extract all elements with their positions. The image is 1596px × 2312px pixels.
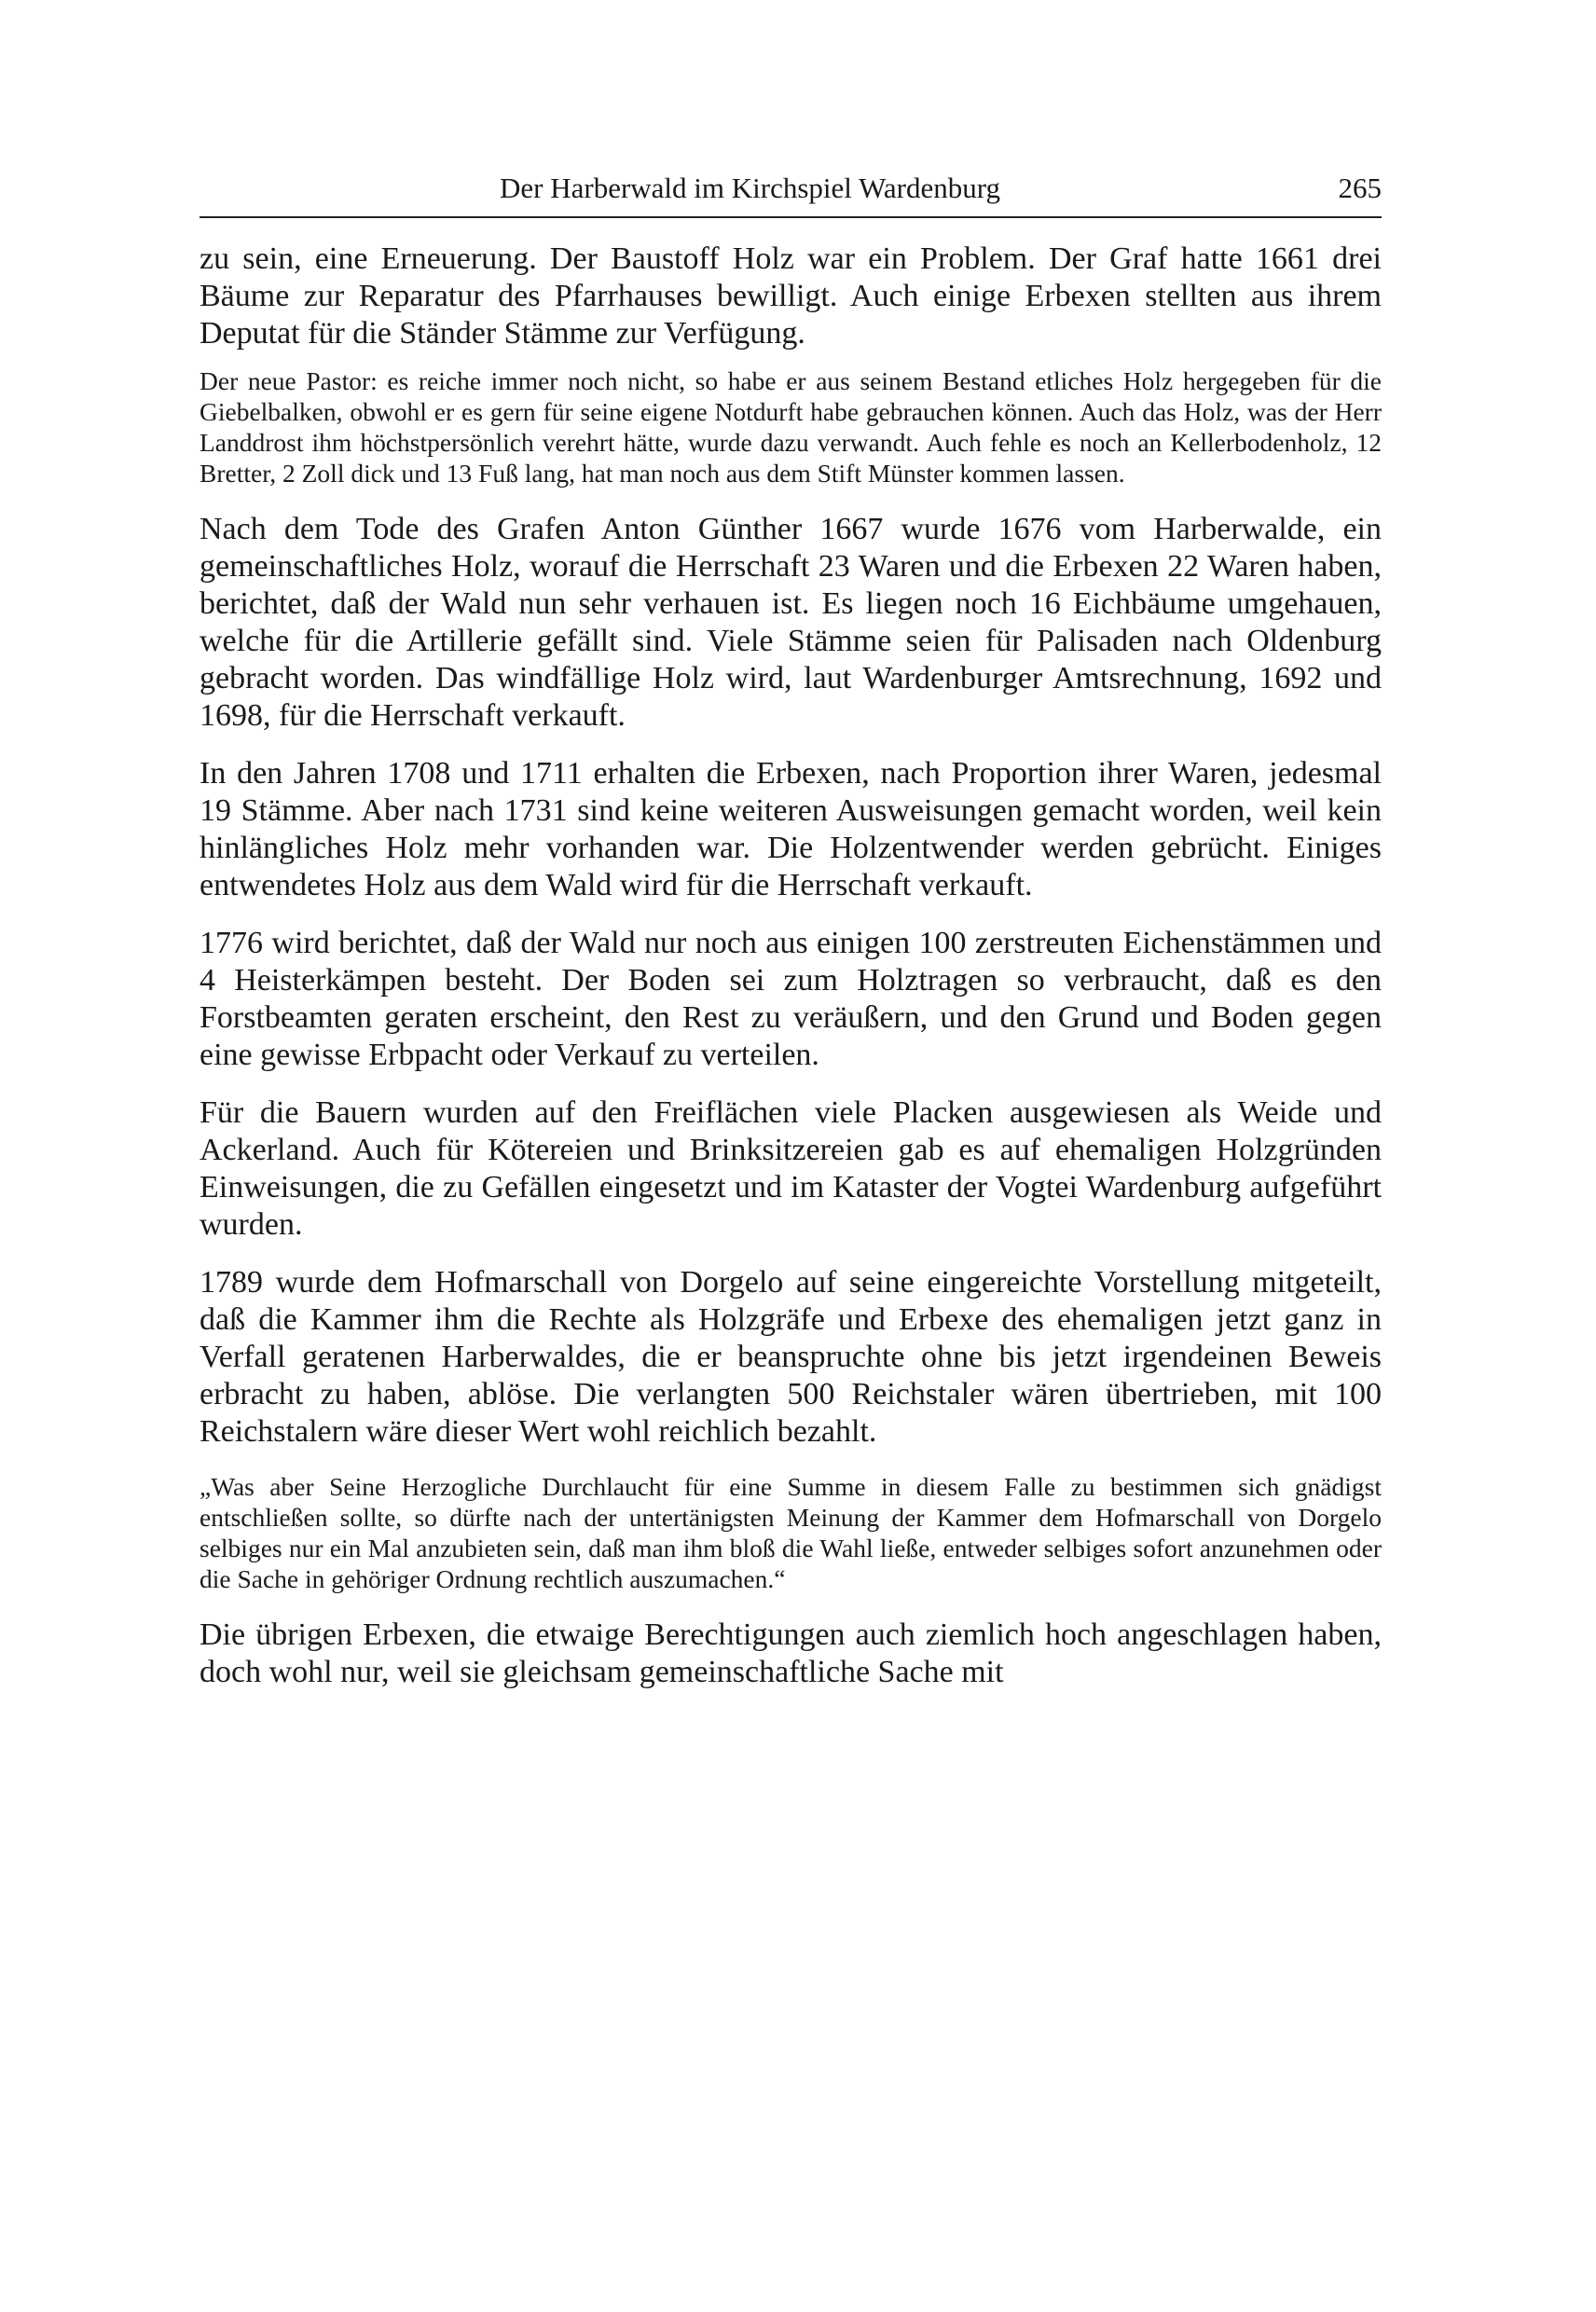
- paragraph-1776: 1776 wird berichtet, daß der Wald nur noch aus einigen 100 zerstreuten Eichenstämmen und 4 Heisterkämpen besteht. Der Boden sei zum Holztragen so verbraucht, daß es den Forstbeamten geraten erscheint, den Rest zu veräußern, und den Grund und Boden gegen eine gewisse Erbpacht oder Verkauf zu verteilen.: [200, 926, 1382, 1072]
- block-quote-pastor: Der neue Pastor: es reiche immer noch nicht, so habe er aus seinem Bestand etliches Holz hergegeben für die Giebelbalken, obwohl er es gern für seine eigene Notdurft habe gebrauchen können. Auch das Holz, was der Herr Landdrost ihm höchstpersönlich verehrt hätte, wurde dazu verwandt. Auch fehle es noch an Kellerbodenholz, 12 Bretter, 2 Zoll dick und 13 Fuß lang, hat man noch aus dem Stift Münster kommen lassen.: [200, 366, 1382, 488]
- paragraph-1708-1711: In den Jahren 1708 und 1711 erhalten die Erbexen, nach Proportion ihrer Waren, jedesmal 19 Stämme. Aber nach 1731 sind keine weiteren Ausweisungen gemacht worden, weil kein hinlängliches Holz mehr vorhanden war. Die Holzentwender werden gebrücht. Einiges entwendetes Holz aus dem Wald wird für die Herrschaft verkauft.: [200, 756, 1382, 902]
- page-body: [200, 241, 1382, 1691]
- page-number: 265: [1338, 172, 1382, 204]
- book-page: [200, 170, 1382, 1712]
- running-head-title: Der Harberwald im Kirchspiel Wardenburg: [500, 172, 1000, 204]
- paragraph-anton-guenther: Nach dem Tode des Grafen Anton Günther 1667 wurde 1676 vom Harberwalde, ein gemeinschaftliches Holz, worauf die Herrschaft 23 Waren und die Erbexen 22 Waren haben, berichtet, daß der Wald nun sehr verhauen ist. Es liegen noch 16 Eichbäume umgehauen, welche für die Artillerie gefällt sind. Viele Stämme seien für Palisaden nach Oldenburg gebracht worden. Das windfällige Holz wird, laut Wardenburger Amtsrechnung, 1692 und 1698, für die Herrschaft verkauft.: [200, 512, 1382, 733]
- block-quote-kammer: „Was aber Seine Herzogliche Durchlaucht für eine Summe in diesem Falle zu bestimmen sich gnädigst entschließen sollte, so dürfte nach der untertänigsten Meinung der Kammer dem Hofmarschall von Dorgelo selbiges nur ein Mal anzubieten sein, daß man ihm bloß die Wahl ließe, entweder selbiges sofort anzunehmen oder die Sache in gehöriger Ordnung rechtlich auszumachen.“: [200, 1472, 1382, 1593]
- paragraph-1789: 1789 wurde dem Hofmarschall von Dorgelo auf seine eingereichte Vorstellung mitgeteilt, daß die Kammer ihm die Rechte als Holzgräfe und Erbexe des ehemaligen jetzt ganz in Verfall geratenen Harberwaldes, die er beanspruchte ohne bis jetzt irgendeinen Beweis erbracht zu haben, ablöse. Die verlangten 500 Reichstaler wären übertrieben, mit 100 Reichstalern wäre dieser Wert wohl reichlich bezahlt.: [200, 1265, 1382, 1449]
- paragraph-continuation: zu sein, eine Erneuerung. Der Baustoff Holz war ein Problem. Der Graf hatte 1661 drei Bäume zur Reparatur des Pfarrhauses bewilligt. Auch einige Erbexen stellten aus ihrem Deputat für die Ständer Stämme zur Verfügung.: [200, 241, 1382, 351]
- paragraph-uebrige-erbexen: Die übrigen Erbexen, die etwaige Berechtigungen auch ziemlich hoch angeschlagen haben, doch wohl nur, weil sie gleichsam gemeinschaftliche Sache mit: [200, 1617, 1382, 1689]
- paragraph-bauern: Für die Bauern wurden auf den Freiflächen viele Placken ausgewiesen als Weide und Ackerland. Auch für Kötereien und Brinksitzereien gab es auf ehemaligen Holzgründen Einweisungen, die zu Gefällen eingesetzt und im Kataster der Vogtei Wardenburg aufgeführt wurden.: [200, 1095, 1382, 1242]
- running-head: [200, 170, 1382, 218]
